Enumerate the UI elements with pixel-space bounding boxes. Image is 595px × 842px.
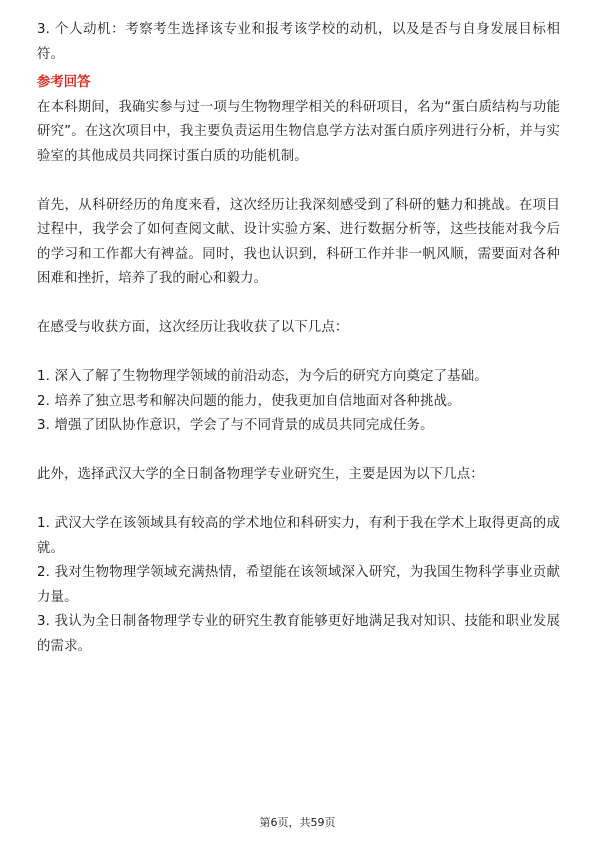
gains-list — [37, 365, 560, 439]
answer-heading: 参考回答 — [37, 75, 91, 90]
paragraph-spacer — [37, 169, 560, 194]
motive-item: 3. 个人动机：考察考生选择该专业和报考该学校的动机，以及是否与自身发展目标相符。 — [37, 22, 560, 62]
list-item: 1. 深入了解了生物物理学领域的前沿动态，为今后的研究方向奠定了基础。 — [37, 369, 488, 384]
list-item: 2. 培养了独立思考和解决问题的能力，使我更加自信地面对各种挑战。 — [37, 393, 461, 409]
page-number-footer: 第6页，共59页 — [259, 816, 336, 829]
list-item: 1. 武汉大学在该领域具有较高的学术地位和科研实力，有利于我在学术上取得更高的成就。 — [37, 516, 560, 556]
intro-paragraph: 在本科期间，我确实参与过一项与生物物理学相关的科研项目，名为“蛋白质结构与功能研究”。在这次项目中，我主要负责运用生物信息学方法对蛋白质序列进行分析，并与实验室的其他成员共同探讨蛋白质的功能机制。 — [37, 99, 560, 164]
reasons-list — [37, 512, 560, 659]
paragraph-spacer — [37, 341, 560, 366]
paragraph-spacer — [37, 439, 560, 464]
list-item: 3. 我认为全日制备物理学专业的研究生教育能够更好地满足我对知识、技能和职业发展的需求。 — [37, 614, 560, 654]
experience-paragraph: 首先，从科研经历的角度来看，这次经历让我深刻感受到了科研的魅力和挑战。在项目过程中，我学会了如何查阅文献、设计实验方案、进行数据分析等，这些技能对我今后的学习和工作都大有裨益。同时，我也认识到，科研工作并非一帆风顺，需要面对各种困难和挫折，培养了我的耐心和毅力。 — [37, 197, 560, 286]
paragraph-spacer — [37, 292, 560, 317]
paragraph-spacer — [37, 488, 560, 513]
gains-intro-paragraph: 在感受与收获方面，这次经历让我收获了以下几点： — [37, 320, 349, 335]
choice-intro-paragraph: 此外，选择武汉大学的全日制备物理学专业研究生，主要是因为以下几点： — [37, 467, 484, 482]
list-item: 2. 我对生物物理学领域充满热情，希望能在该领域深入研究，为我国生物科学事业贡献力量。 — [37, 565, 560, 605]
page-content — [37, 18, 560, 659]
list-item: 3. 增强了团队协作意识，学会了与不同背景的成员共同完成任务。 — [37, 418, 434, 433]
